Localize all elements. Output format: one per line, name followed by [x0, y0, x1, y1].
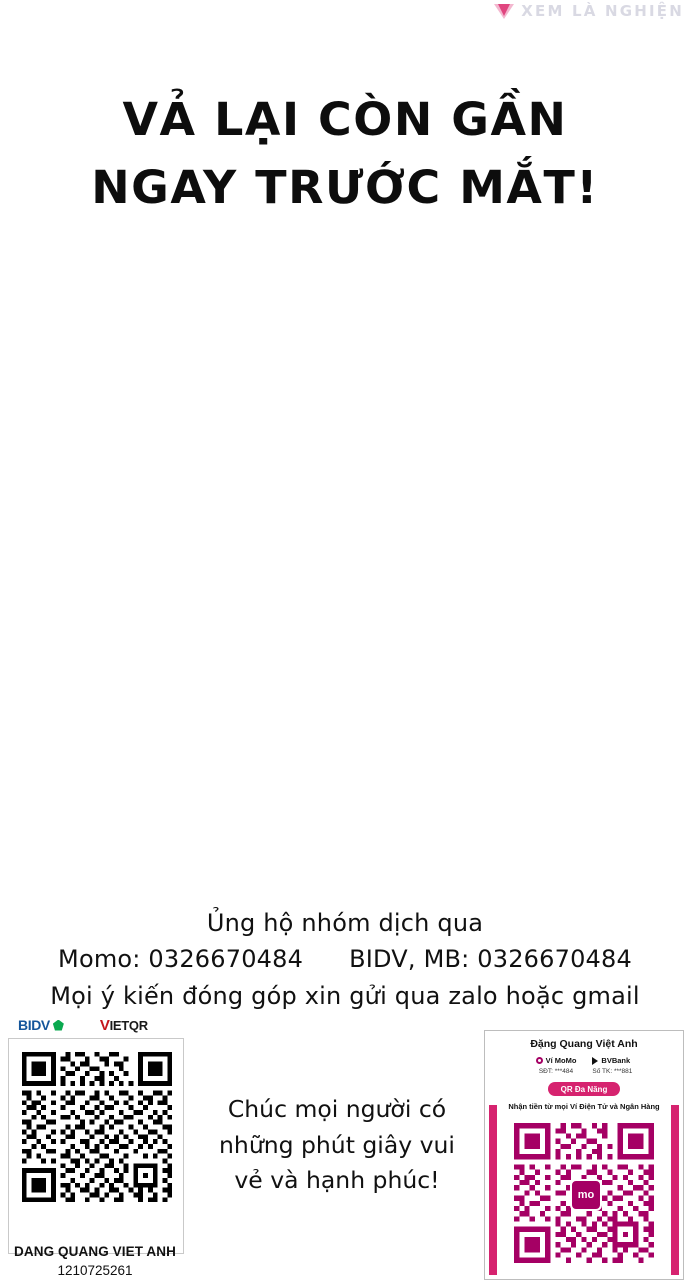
- bvbank-icon: [592, 1057, 598, 1065]
- bank-brand-row: [18, 1012, 188, 1038]
- momo-badge: QR Đa Năng: [548, 1082, 620, 1096]
- momo-account-detail: SĐT: ***484: [538, 1068, 574, 1075]
- momo-left-accent: [489, 1105, 497, 1275]
- watermark-label: XEM LÀ NGHIỆN: [521, 2, 684, 20]
- closing-message-line-1: Chúc mọi người có: [227, 1095, 447, 1123]
- bidv-account-number: 1210725261: [57, 1263, 133, 1278]
- triangle-logo-icon: [494, 2, 514, 20]
- headline-line-1: VẢ LẠI CÒN GẦN: [122, 93, 568, 146]
- bidv-star-icon: [53, 1020, 64, 1031]
- page-headline: [0, 86, 690, 223]
- support-block: [0, 905, 690, 1014]
- support-line-1: Ủng hộ nhóm dịch qua: [206, 909, 484, 937]
- footer-area: [0, 1012, 690, 1280]
- support-payment-row: [0, 941, 690, 977]
- closing-message-line-3: vẻ và hạnh phúc!: [234, 1166, 440, 1195]
- bidv-qr-card[interactable]: [8, 1038, 184, 1254]
- headline-line-2: NGAY TRƯỚC MẮT!: [91, 161, 599, 215]
- momo-number: Momo: 0326670484: [58, 945, 304, 974]
- bvbank-account-item: [592, 1056, 632, 1075]
- bidv-logo-label: BIDV: [18, 1017, 50, 1033]
- momo-account-item: [536, 1056, 577, 1075]
- vietqr-logo-icon: VIETQR: [99, 1016, 148, 1034]
- support-line-3: Mọi ý kiến đóng góp xin gửi qua zalo hoặc gmail: [50, 981, 640, 1010]
- momo-subtitle: Nhận tiền từ mọi Ví Điện Tử và Ngân Hàng: [508, 1102, 660, 1111]
- closing-message: [196, 1092, 478, 1199]
- bidv-qr-code: [17, 1047, 177, 1207]
- momo-right-accent: [671, 1105, 679, 1275]
- bvbank-account-detail: Số TK: ***881: [592, 1068, 633, 1075]
- momo-account-name: Ví MoMo: [545, 1056, 577, 1065]
- watermark-bar: [0, 0, 690, 22]
- momo-account-list: [485, 1056, 683, 1075]
- momo-owner-name: Đặng Quang Việt Anh: [530, 1038, 638, 1050]
- bidv-number: BIDV, MB: 0326670484: [349, 945, 632, 974]
- closing-message-line-2: những phút giây vui: [219, 1130, 455, 1159]
- bidv-account-name: DANG QUANG VIET ANH: [14, 1244, 176, 1259]
- momo-wallet-icon: [536, 1057, 543, 1064]
- bvbank-account-name: BVBank: [601, 1056, 631, 1065]
- vietqr-logo-label: IETQR: [109, 1017, 148, 1033]
- momo-qr-wrapper: [509, 1118, 659, 1268]
- momo-center-logo-icon: mo: [570, 1179, 602, 1211]
- bidv-logo-icon: [18, 1017, 64, 1033]
- momo-qr-card[interactable]: [484, 1030, 684, 1280]
